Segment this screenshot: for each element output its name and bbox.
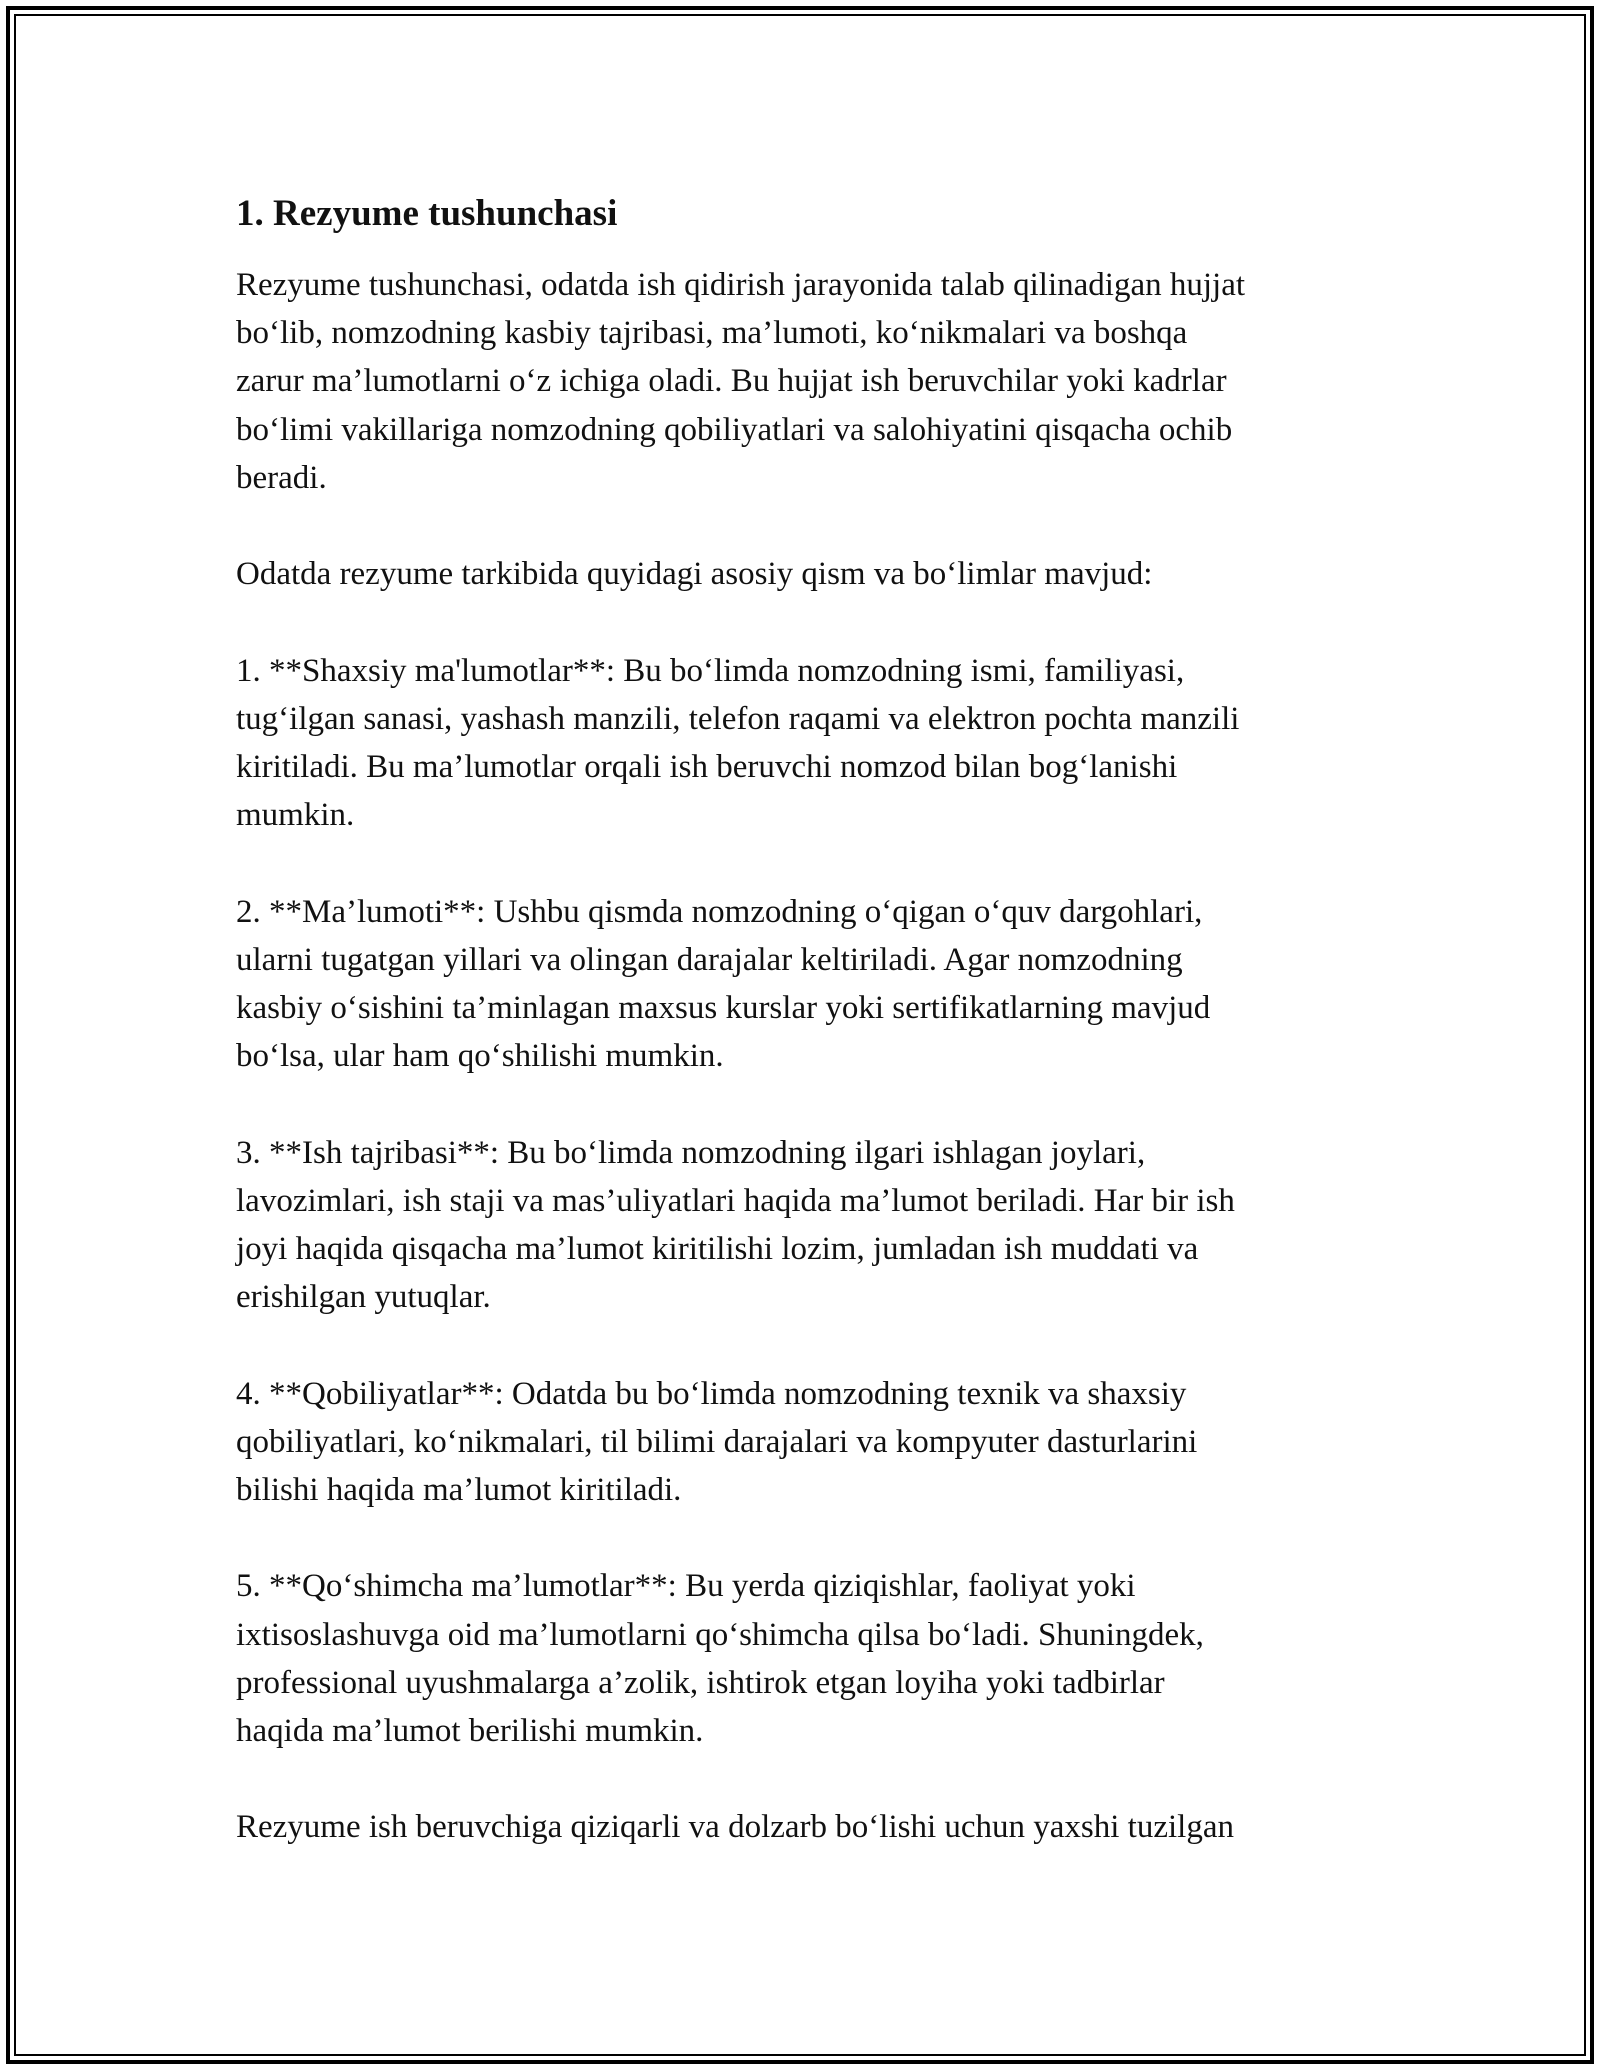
paragraph <box>236 261 1386 502</box>
text-line: ularni tugatgan yillari va olingan darajalar keltiriladi. Agar nomzodning <box>236 941 1183 978</box>
page-title: 1. Rezyume tushunchasi <box>236 193 618 234</box>
text-line: bo‘lib, nomzodning kasbiy tajribasi, ma’lumoti, ko‘nikmalari va boshqa <box>236 315 1188 352</box>
text-line: kiritiladi. Bu ma’lumotlar orqali ish beruvchi nomzod bilan bog‘lanishi <box>236 749 1178 785</box>
paragraph <box>236 647 1386 840</box>
text-line: haqida ma’lumot berilishi mumkin. <box>236 1713 704 1749</box>
text-line: ixtisoslashuvga oid ma’lumotlarni qo‘shimcha qilsa bo‘ladi. Shuningdek, <box>236 1616 1204 1653</box>
text-line: bo‘limi vakillariga nomzodning qobiliyatlari va salohiyatini qisqacha ochib <box>236 411 1233 448</box>
paragraph-spacer <box>236 1080 1386 1128</box>
text-line: 2. **Ma’lumoti**: Ushbu qismda nomzodning o‘qigan o‘quv dargohlari, <box>236 893 1203 930</box>
text-line: professional uyushmalarga a’zolik, ishtirok etgan loyiha yoki tadbirlar <box>236 1664 1165 1701</box>
text-line: Rezyume tushunchasi, odatda ish qidirish jarayonida talab qilinadigan hujjat <box>236 267 1246 303</box>
text-line: Rezyume ish beruvchiga qiziqarli va dolzarb bo‘lishi uchun yaxshi tuzilgan <box>236 1809 1234 1846</box>
paragraph <box>236 550 1386 598</box>
paragraph <box>236 1562 1386 1755</box>
paragraph-list <box>236 261 1386 1852</box>
text-line: mumkin. <box>236 797 355 834</box>
text-line: kasbiy o‘sishini ta’minlagan maxsus kurslar yoki sertifikatlarning mavjud <box>236 990 1211 1026</box>
paragraph <box>236 1370 1386 1515</box>
paragraph <box>236 1129 1386 1322</box>
paragraph-spacer <box>236 1321 1386 1369</box>
text-line: erishilgan yutuqlar. <box>236 1279 491 1316</box>
text-line: tug‘ilgan sanasi, yashash manzili, telefon raqami va elektron pochta manzili <box>236 700 1240 737</box>
paragraph-spacer <box>236 598 1386 646</box>
text-line: lavozimlari, ish staji va mas’uliyatlari haqida ma’lumot beriladi. Har bir ish <box>236 1182 1235 1219</box>
text-line: Odatda rezyume tarkibida quyidagi asosiy qism va bo‘limlar mavjud: <box>236 556 1153 593</box>
title-spacer <box>236 240 1386 261</box>
text-line: bo‘lsa, ular ham qo‘shilishi mumkin. <box>236 1038 724 1075</box>
paragraph-spacer <box>236 1755 1386 1803</box>
text-line: joyi haqida qisqacha ma’lumot kiritilishi lozim, jumladan ish muddati va <box>236 1231 1199 1267</box>
paragraph-spacer <box>236 502 1386 550</box>
paragraph <box>236 1803 1386 1851</box>
paragraph-spacer <box>236 839 1386 887</box>
paragraph-spacer <box>236 1514 1386 1562</box>
text-line: beradi. <box>236 459 327 496</box>
text-line: 3. **Ish tajribasi**: Bu bo‘limda nomzodning ilgari ishlagan joylari, <box>236 1134 1146 1171</box>
text-line: bilishi haqida ma’lumot kiritiladi. <box>236 1472 682 1508</box>
text-line: zarur ma’lumotlarni o‘z ichiga oladi. Bu hujjat ish beruvchilar yoki kadrlar <box>236 363 1227 400</box>
text-line: 4. **Qobiliyatlar**: Odatda bu bo‘limda nomzodning texnik va shaxsiy <box>236 1375 1187 1412</box>
paragraph <box>236 888 1386 1081</box>
text-line: 1. **Shaxsiy ma'lumotlar**: Bu bo‘limda nomzodning ismi, familiyasi, <box>236 652 1185 689</box>
text-line: 5. **Qo‘shimcha ma’lumotlar**: Bu yerda qiziqishlar, faoliyat yoki <box>236 1568 1136 1605</box>
document-body <box>236 188 1386 1852</box>
text-line: qobiliyatlari, ko‘nikmalari, til bilimi darajalari va kompyuter dasturlarini <box>236 1423 1198 1460</box>
